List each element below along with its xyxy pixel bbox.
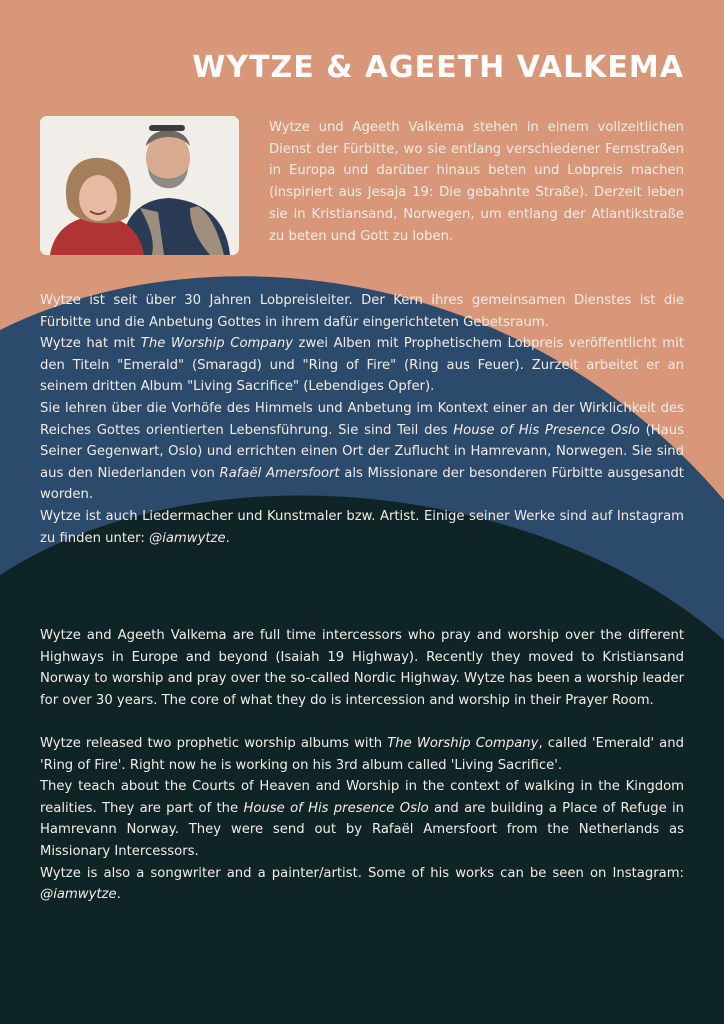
english-paragraph-1: Wytze and Ageeth Valkema are full time intercessors who pray and worship over the different Highways in Europe and beyond (Isaiah 19 Highway). Recently they moved to Kristiansand Norway to worship and pray over the so-called Nordic Highway. Wytze has been a worship leader for over 30 years. The core of what they do is intercession and worship in their Prayer Room. <box>40 628 684 708</box>
couple-photo <box>40 116 239 255</box>
german-section <box>40 290 684 549</box>
english-paragraph-3: They teach about the Courts of Heaven and Worship in the context of walking in the Kingdom realities. They are part of the House of His presence Oslo and are building a Place of Refuge in Hamrevann Norway. They were send out by Rafaël Amersfoort from the Netherlands as Missionary Intercessors. <box>40 779 684 859</box>
german-paragraph-1: Wytze ist seit über 30 Jahren Lobpreisleiter. Der Kern ihres gemeinsamen Dienstes ist die Fürbitte und die Anbetung Gottes in ihrem dafür eingerichteten Gebetsraum. <box>40 293 684 330</box>
instagram-handle: @iamwytze <box>40 887 117 903</box>
house-of-his-presence-name: House of His Presence Oslo <box>453 422 640 438</box>
page-title: WYTZE & AGEETH VALKEMA <box>192 50 684 85</box>
paragraph-gap <box>40 711 684 733</box>
rafael-amersfoort-name: Rafaël Amersfoort <box>219 465 340 481</box>
intro-text: Wytze und Ageeth Valkema stehen in einem vollzeitlichen Dienst der Fürbitte, wo sie entlang verschiedener Fernstraßen in Europa und darüber hinaus beten und Lobpreis machen (inspiriert aus Jesaja 19: Die gebahnte Straße). Derzeit leben sie in Kristiansand, Norwegen, um entlang der Atlantikstraße zu beten und Gott zu loben. <box>269 120 684 244</box>
house-of-his-presence-name: House of His presence Oslo <box>243 800 429 816</box>
worship-company-name: The Worship Company <box>387 735 539 751</box>
english-paragraph-2: Wytze released two prophetic worship albums with The Worship Company, called 'Emerald' and 'Ring of Fire'. Right now he is working on his 3rd album called 'Living Sacrifice'. <box>40 735 684 773</box>
english-section <box>40 625 684 906</box>
english-paragraph-4: Wytze is also a songwriter and a painter/artist. Some of his works can be seen on Instagram: @iamwytze. <box>40 865 684 903</box>
german-paragraph-4: Wytze ist auch Liedermacher und Kunstmaler bzw. Artist. Einige seiner Werke sind auf Instagram zu finden unter: @iamwytze. <box>40 508 684 546</box>
instagram-handle: @iamwytze <box>149 530 226 546</box>
german-paragraph-2: Wytze hat mit The Worship Company zwei Alben mit Prophetischem Lobpreis veröffentlicht mit den Titeln "Emerald" (Smaragd) und "Ring of Fire" (Ring aus Feuer). Zurzeit arbeitet er an seinem dritten Album "Living Sacrifice" (Lebendiges Opfer). <box>40 336 684 395</box>
worship-company-name: The Worship Company <box>140 336 293 352</box>
german-paragraph-3: Sie lehren über die Vorhöfe des Himmels und Anbetung im Kontext einer an der Wirklichkeit des Reiches Gottes orientierten Lebensführung. Sie sind Teil des House of His Presence Oslo (Haus Seiner Gegenwart, Oslo) und errichten einen Ort der Zuflucht in Hamrevann, Norwegen. Sie sind aus den Niederlanden von Rafaël Amersfoort als Missionare der besonderen Fürbitte ausgesandt worden. <box>40 400 684 503</box>
